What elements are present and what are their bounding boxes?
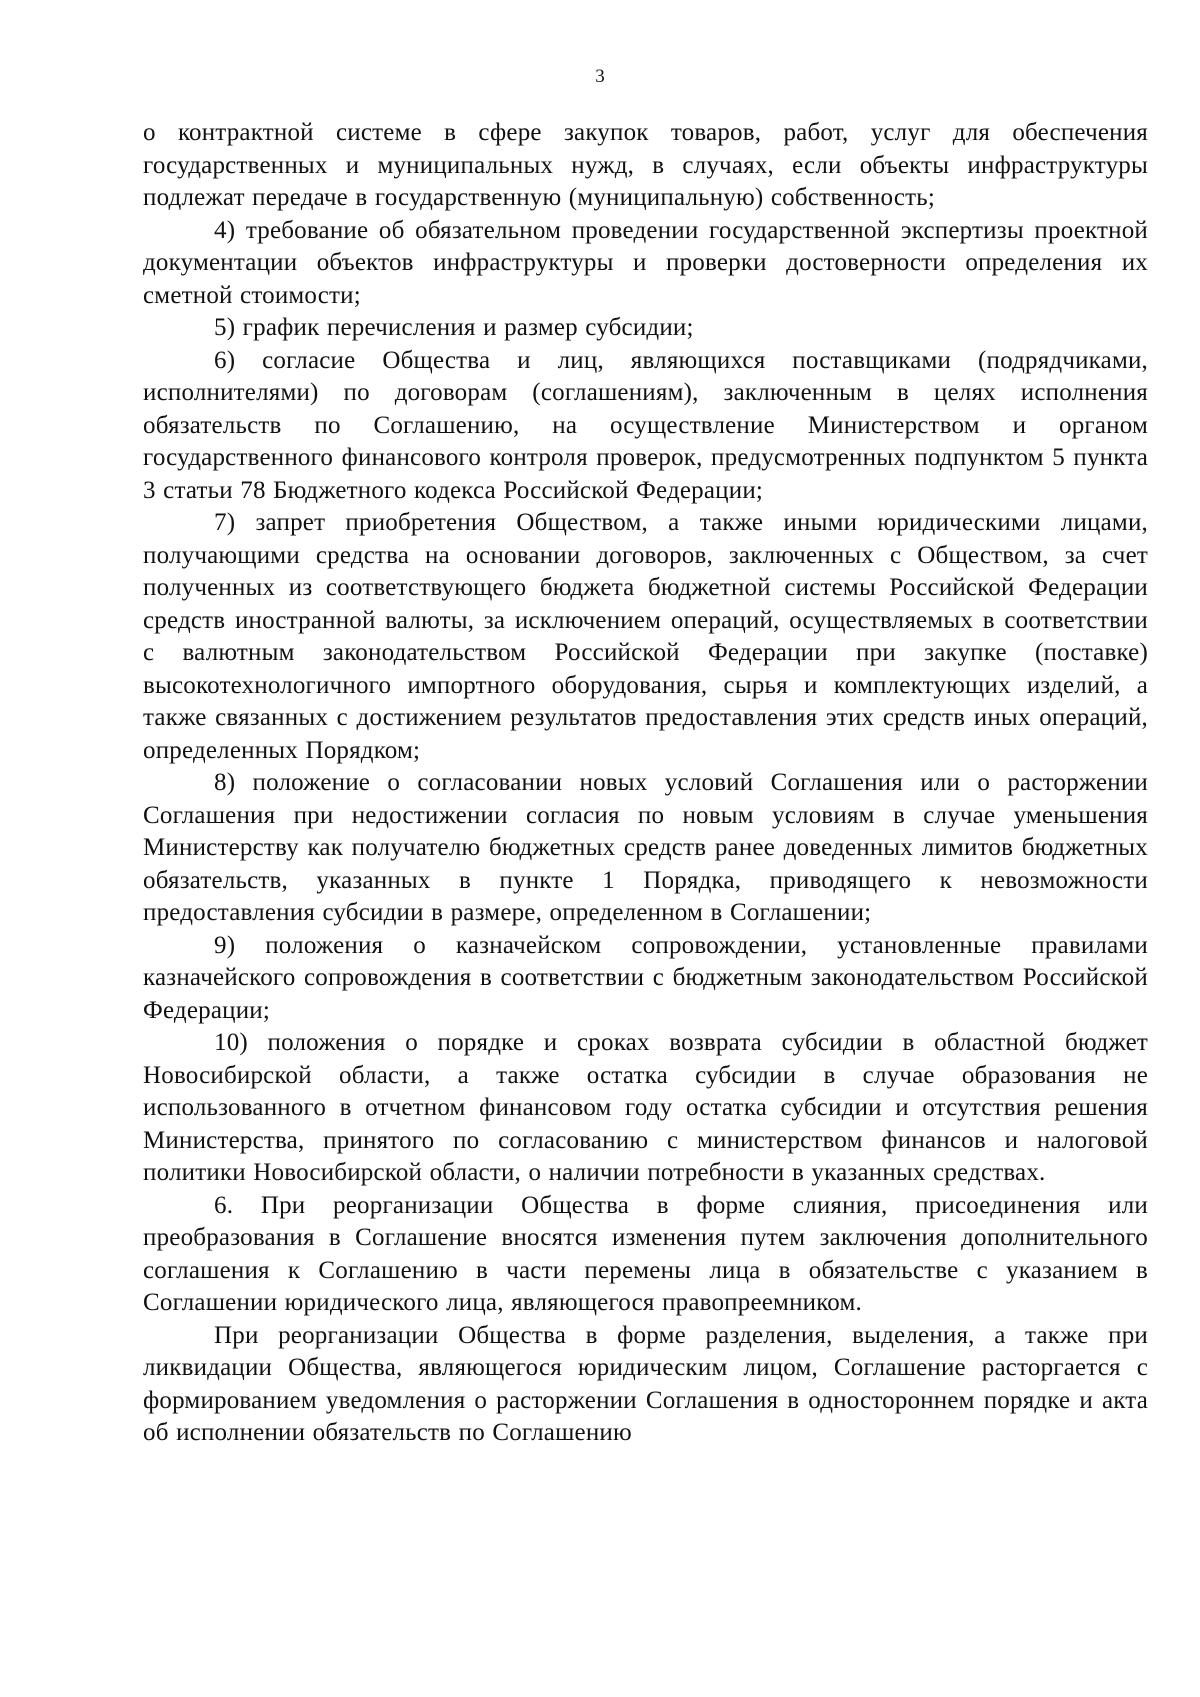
document-body — [143, 117, 1148, 1450]
paragraph-item-8: 8) положение о согласовании новых условий Соглашения или о расторжении Соглашения при недостижении согласия по новым условиям в случае уменьшения Министерству как получателю бюджетных средств ранее доведенных лимитов бюджетных обязательств, указанных в пункте 1 Порядка, приводящего к невозможности предоставления субсидии в размере, определенном в Соглашении; — [143, 769, 1148, 926]
paragraph-item-7: 7) запрет приобретения Обществом, а также иными юридическими лицами, получающими средства на основании договоров, заключенных с Обществом, за счет полученных из соответствующего бюджета бюджетной системы Российской Федерации средств иностранной валюты, за исключением операций, осуществляемых в соответствии с валютным законодательством Российской Федерации при закупке (поставке) высокотехнологичного импортного оборудования, сырья и комплектующих изделий, а также связанных с достижением результатов предоставления этих средств иных операций, определенных Порядком; — [143, 509, 1148, 764]
paragraph-item-6: 6) согласие Общества и лиц, являющихся поставщиками (подрядчиками, исполнителями) по договорам (соглашениям), заключенным в целях исполнения обязательств по Соглашению, на осуществление Министерством и органом государственного финансового контроля проверок, предусмотренных подпунктом 5 пункта 3 статьи 78 Бюджетного кодекса Российской Федерации; — [143, 346, 1148, 504]
paragraph-item-9: 9) положения о казначейском сопровождении, установленные правилами казначейского сопровождения в соответствии с бюджетным законодательством Российской Федерации; — [143, 931, 1148, 1024]
page-number: 3 — [595, 66, 605, 87]
paragraph-clause-6: 6. При реорганизации Общества в форме слияния, присоединения или преобразования в Соглашение вносятся изменения путем заключения дополнительного соглашения к Соглашению в части перемены лица в обязательстве с указанием в Соглашении юридического лица, являющегося правопреемником. — [143, 1191, 1148, 1316]
paragraph-item-10: 10) положения о порядке и сроках возврата субсидии в областной бюджет Новосибирской области, а также остатка субсидии в случае образования не использованного в отчетном финансовом году остатка субсидии и отсутствия решения Министерства, принятого по согласованию с министерством финансов и налоговой политики Новосибирской области, о наличии потребности в указанных средствах. — [143, 1029, 1148, 1186]
paragraph-item-5: 5) график перечисления и размер субсидии; — [214, 314, 694, 341]
paragraph-reorganization: При реорганизации Общества в форме разделения, выделения, а также при ликвидации Общества, являющегося юридическим лицом, Соглашение расторгается с формированием уведомления о расторжении Соглашения в одностороннем порядке и акта об исполнении обязательств по Соглашению — [143, 1321, 1148, 1446]
paragraph-continuation: о контрактной системе в сфере закупок товаров, работ, услуг для обеспечения государственных и муниципальных нужд, в случаях, если объекты инфраструктуры подлежат передаче в государственную (муниципальную) собственность; — [143, 119, 1148, 211]
paragraph-item-4: 4) требование об обязательном проведении государственной экспертизы проектной документации объектов инфраструктуры и проверки достоверности определения их сметной стоимости; — [143, 216, 1148, 309]
